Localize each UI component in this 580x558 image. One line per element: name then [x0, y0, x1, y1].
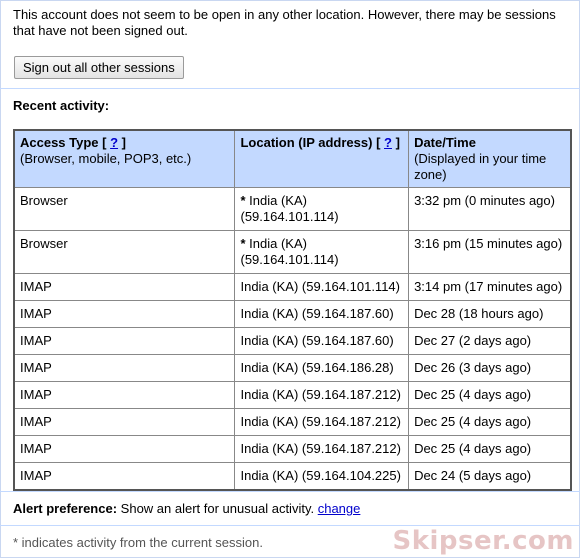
ip-text: (59.164.104.225) — [301, 468, 401, 483]
ip-text: (59.164.101.114) — [301, 279, 400, 294]
datetime-cell: 3:14 pm (17 minutes ago) — [409, 274, 571, 301]
current-session-marker: * — [240, 193, 246, 208]
recent-activity-heading: Recent activity: — [13, 98, 110, 113]
table-row — [14, 463, 571, 491]
table-row — [14, 436, 571, 463]
table-row — [14, 409, 571, 436]
datetime-title: Date/Time — [414, 135, 476, 150]
ip-text: (59.164.101.114) — [240, 209, 339, 224]
datetime-cell: Dec 24 (5 days ago) — [409, 463, 571, 491]
location-cell — [235, 436, 409, 463]
column-header-access-type: Access Type [ ? ] (Browser, mobile, POP3, etc.) — [14, 130, 235, 188]
table-row — [14, 382, 571, 409]
table-row — [14, 231, 571, 274]
access-type-cell: Browser — [14, 231, 235, 274]
access-type-cell: IMAP — [14, 409, 235, 436]
access-type-cell: IMAP — [14, 463, 235, 491]
ip-text: (59.164.187.212) — [301, 414, 401, 429]
location-cell — [235, 301, 409, 328]
location-cell — [235, 231, 409, 274]
access-type-cell: IMAP — [14, 274, 235, 301]
location-text: India (KA) — [240, 387, 299, 402]
location-text: India (KA) — [249, 193, 307, 208]
table-row — [14, 328, 571, 355]
location-help-link[interactable]: ? — [384, 135, 392, 150]
location-text: India (KA) — [240, 306, 299, 321]
datetime-subtitle: (Displayed in your time zone) — [414, 151, 547, 182]
location-text: India (KA) — [240, 333, 299, 348]
table-header-row — [14, 130, 571, 188]
datetime-cell: Dec 25 (4 days ago) — [409, 436, 571, 463]
ip-text: (59.164.187.212) — [301, 441, 401, 456]
datetime-cell: Dec 26 (3 days ago) — [409, 355, 571, 382]
ip-text: (59.164.187.212) — [301, 387, 401, 402]
activity-table — [13, 129, 572, 491]
datetime-cell: Dec 25 (4 days ago) — [409, 409, 571, 436]
divider — [0, 88, 580, 89]
location-cell — [235, 274, 409, 301]
current-session-footnote: * indicates activity from the current session. — [13, 535, 263, 550]
table-row — [14, 301, 571, 328]
column-header-datetime — [409, 130, 571, 188]
access-type-subtitle: (Browser, mobile, POP3, etc.) — [20, 151, 192, 166]
location-text: India (KA) — [240, 279, 299, 294]
alert-preference — [13, 501, 360, 516]
location-cell — [235, 382, 409, 409]
access-type-cell: IMAP — [14, 436, 235, 463]
divider — [0, 491, 580, 492]
location-cell — [235, 188, 409, 231]
access-type-cell: IMAP — [14, 328, 235, 355]
location-text: India (KA) — [240, 360, 299, 375]
location-text: India (KA) — [249, 236, 307, 251]
ip-text: (59.164.101.114) — [240, 252, 339, 267]
location-cell — [235, 355, 409, 382]
datetime-cell: Dec 25 (4 days ago) — [409, 382, 571, 409]
datetime-cell: Dec 28 (18 hours ago) — [409, 301, 571, 328]
column-header-location: Location (IP address) [ ? ] — [235, 130, 409, 188]
location-text: India (KA) — [240, 468, 299, 483]
change-alert-link[interactable]: change — [317, 501, 361, 516]
watermark-logo: Skipser.com — [392, 526, 574, 556]
ip-text: (59.164.186.28) — [301, 360, 394, 375]
access-type-cell: IMAP — [14, 355, 235, 382]
table-row — [14, 188, 571, 231]
alert-preference-text: Show an alert for unusual activity. — [120, 501, 315, 516]
datetime-cell: Dec 27 (2 days ago) — [409, 328, 571, 355]
access-type-help-link[interactable]: ? — [110, 135, 119, 150]
access-type-title: Access Type — [20, 135, 99, 150]
location-cell — [235, 328, 409, 355]
sign-out-all-button[interactable]: Sign out all other sessions — [14, 56, 184, 79]
access-type-cell: Browser — [14, 188, 235, 231]
access-type-cell: IMAP — [14, 382, 235, 409]
current-session-marker: * — [240, 236, 246, 251]
location-text: India (KA) — [240, 414, 299, 429]
table-row — [14, 274, 571, 301]
location-cell — [235, 409, 409, 436]
location-cell — [235, 463, 409, 491]
location-title: Location (IP address) — [240, 135, 373, 150]
location-text: India (KA) — [240, 441, 299, 456]
alert-preference-label: Alert preference: — [13, 501, 118, 516]
table-row — [14, 355, 571, 382]
access-type-cell: IMAP — [14, 301, 235, 328]
datetime-cell: 3:16 pm (15 minutes ago) — [409, 231, 571, 274]
ip-text: (59.164.187.60) — [301, 333, 394, 348]
ip-text: (59.164.187.60) — [301, 306, 394, 321]
datetime-cell: 3:32 pm (0 minutes ago) — [409, 188, 571, 231]
session-status-message: This account does not seem to be open in any other location. However, there may be sessions that have not been signed out. — [13, 7, 556, 38]
